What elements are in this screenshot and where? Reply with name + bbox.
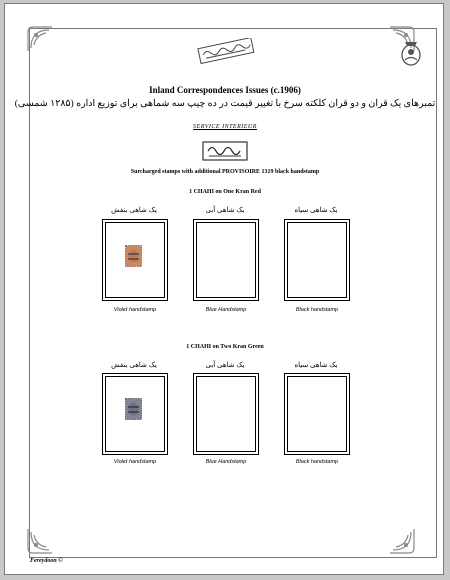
caption-violet: Violet handstamp	[113, 459, 157, 465]
lion-sun-emblem-icon	[399, 38, 423, 68]
stamp-mount-box	[193, 373, 259, 455]
caption-black: Black handstamp	[295, 307, 339, 313]
stamp-mount-box	[193, 219, 259, 301]
caption-blue: Blue Handstamp	[205, 307, 247, 313]
section-title-one-kran: 1 CHAHI on One Kran Red	[189, 189, 261, 195]
caption-black: Black handstamp	[295, 459, 339, 465]
page-title: Inland Correspondences Issues (c.1906)	[149, 85, 301, 95]
stamp-mount-box	[102, 219, 168, 301]
stamp-mount-box	[284, 219, 350, 301]
surcharge-note: Surcharged stamps with additional PROVISOIRE 1319 black handstamp	[130, 169, 320, 175]
column-label-violet-fa: یک شاهی بنفش	[111, 361, 157, 369]
handstamp-sample-image	[201, 139, 249, 163]
column-label-blue-fa: یک شاهی آبی	[205, 206, 245, 214]
stamp-mount-box	[102, 373, 168, 455]
column-label-violet-fa: یک شاهی بنفش	[111, 206, 157, 214]
column-label-blue-fa: یک شاهی آبی	[205, 361, 245, 369]
provisoire-overprint-image	[195, 38, 257, 64]
persian-subtitle: تمبرهای یک قران و دو قران کلکته سرخ با تغییر قیمت در ده چیپ سه شماهی برای توزیع اداره (۱۲۸۵ شمسی)	[14, 99, 436, 109]
section-title-two-kran: 1 CHAHI on Two Kran Green	[186, 344, 264, 350]
column-label-black-fa: یک شاهی سیاه	[294, 361, 338, 369]
caption-blue: Blue Handstamp	[205, 459, 247, 465]
caption-violet: Violet handstamp	[113, 307, 157, 313]
corner-ornament-bottom-left	[27, 528, 53, 554]
stamp-mount-box	[284, 373, 350, 455]
corner-ornament-bottom-right	[389, 528, 415, 554]
service-interieur-label: SERVICE INTERIEUR	[193, 124, 257, 130]
stamp-image-green	[125, 398, 142, 420]
corner-ornament-top-left	[27, 26, 53, 52]
album-page	[4, 3, 444, 575]
stamp-image-red	[125, 245, 142, 267]
footer-credit: Fereydoon ©	[30, 558, 63, 564]
column-label-black-fa: یک شاهی سیاه	[294, 206, 338, 214]
